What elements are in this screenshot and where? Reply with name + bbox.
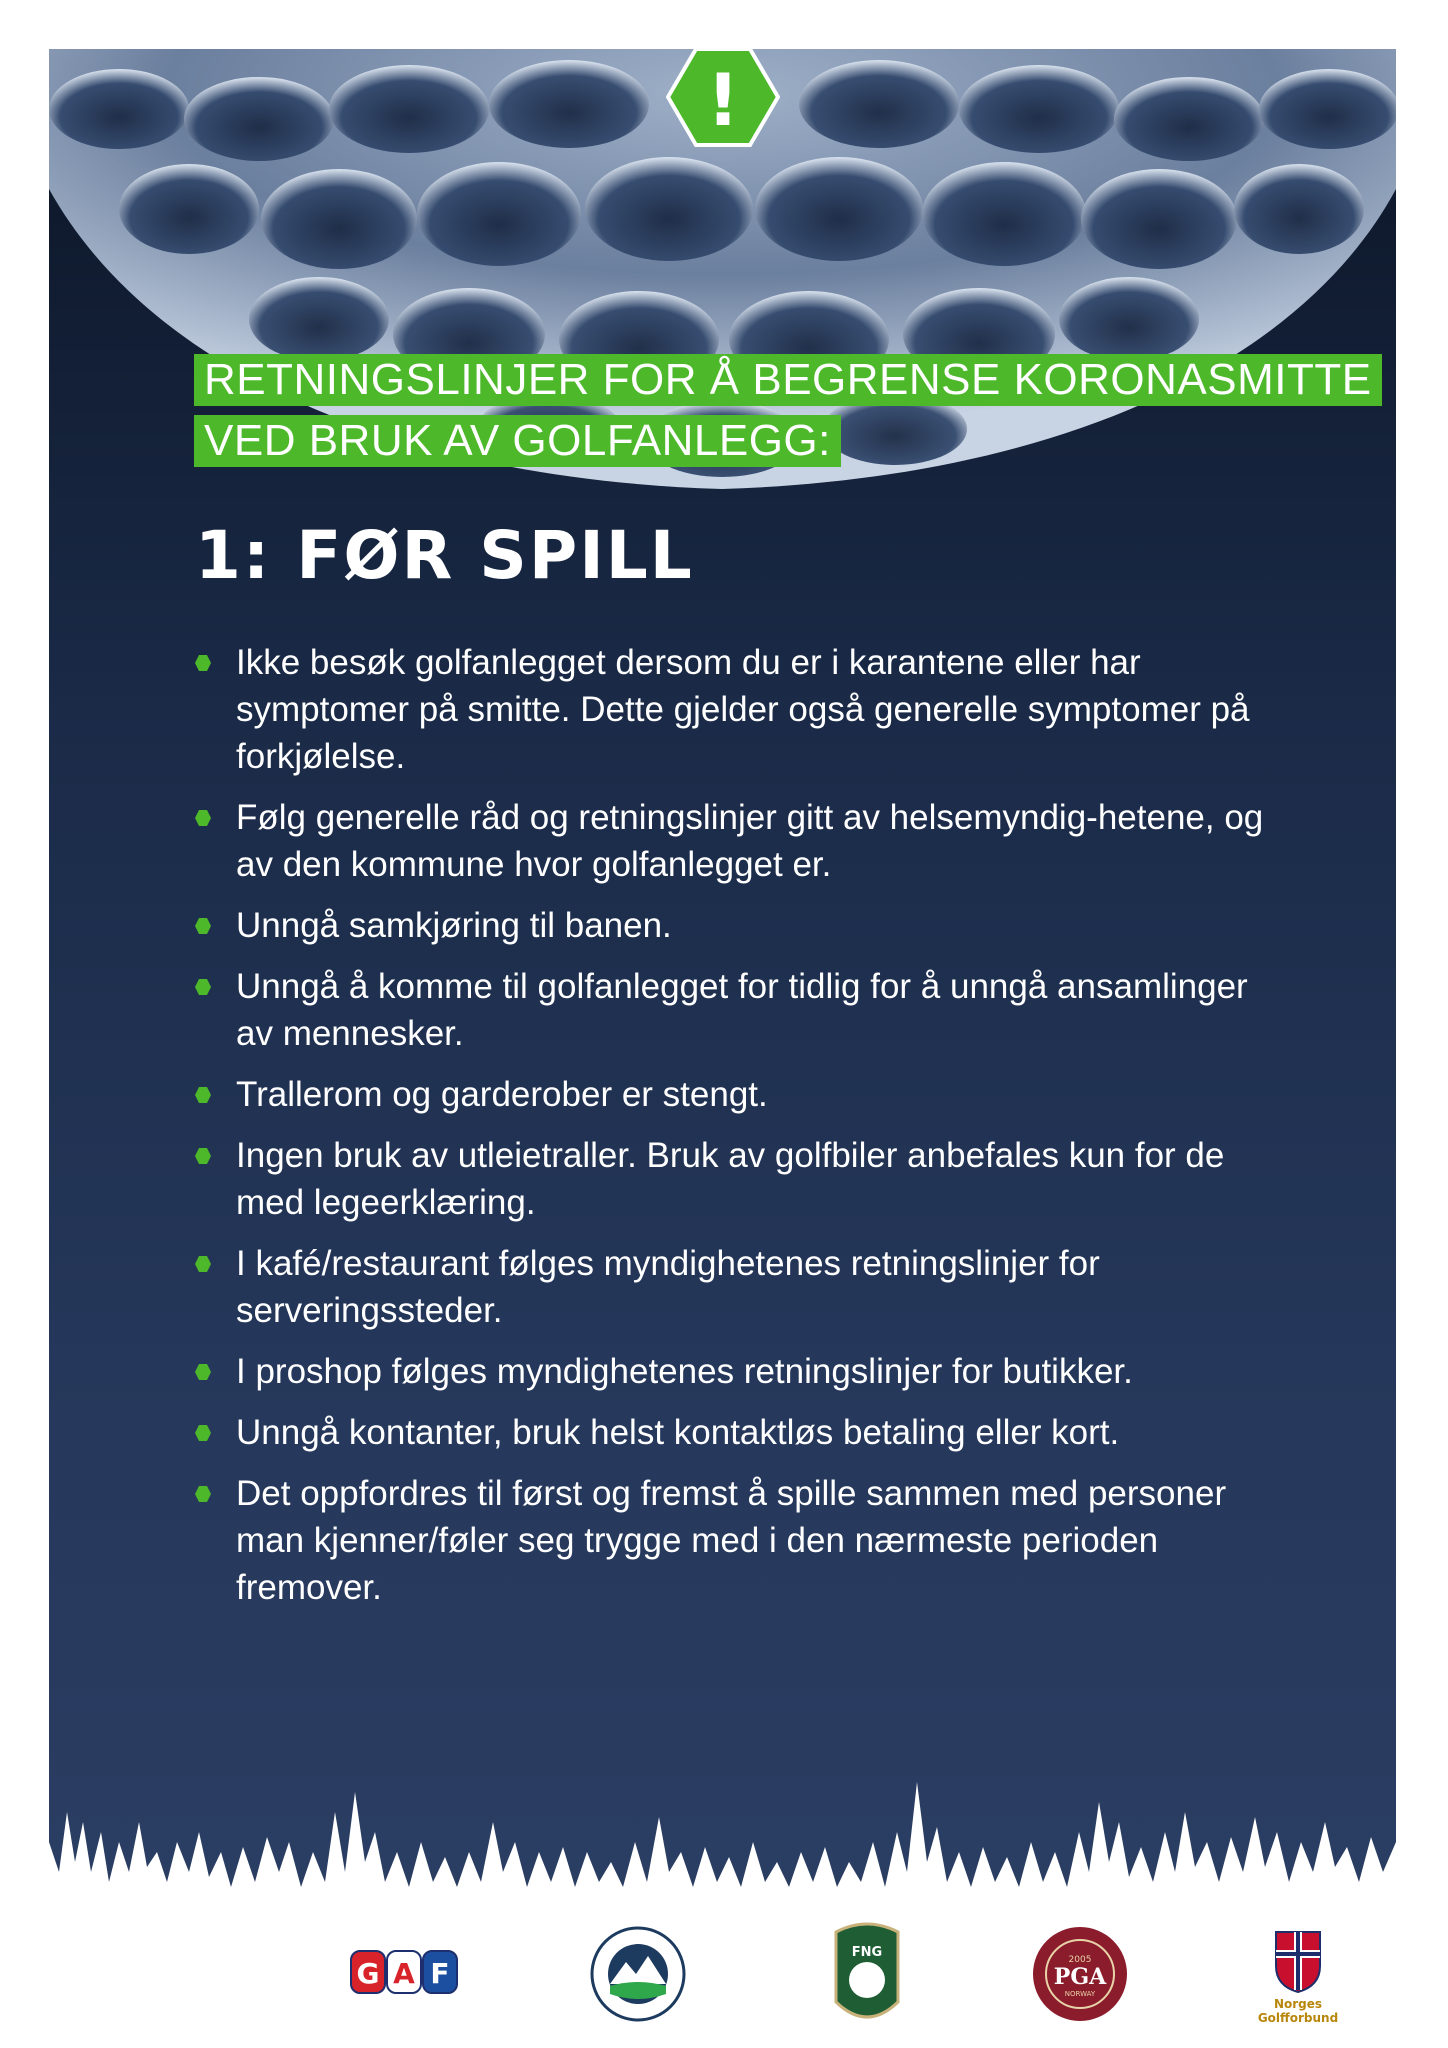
list-item-text: Følg generelle råd og retningslinjer gitt av helsemyndig-hetene, og av den kommune hvor golfanlegget er. bbox=[236, 798, 1264, 884]
fng-logo bbox=[832, 1922, 902, 2026]
norges-golfforbund-logo bbox=[1248, 1928, 1348, 2024]
pga-sub: NORWAY bbox=[1064, 1990, 1096, 1998]
list-item-text: Det oppfordres til først og fremst å spille sammen med personer man kjenner/føler seg trygge med i den nærmeste perioden fremover. bbox=[236, 1474, 1227, 1607]
logo-strip bbox=[0, 1922, 1448, 2048]
list-item bbox=[194, 794, 1274, 888]
ngf-line2: Golfforbund bbox=[1257, 2011, 1339, 2024]
pga-year: 2005 bbox=[1068, 1955, 1092, 1965]
heading-line-2 bbox=[194, 415, 841, 467]
heading-line-2-text: VED BRUK AV GOLFANLEGG: bbox=[194, 415, 841, 467]
poster-panel bbox=[49, 49, 1396, 1922]
bullet-icon bbox=[194, 1086, 212, 1104]
list-item-text: Trallerom og garderober er stengt. bbox=[236, 1075, 768, 1114]
list-item-text: Unngå kontanter, bruk helst kontaktløs betaling eller kort. bbox=[236, 1413, 1120, 1452]
section-title: 1: FØR SPILL bbox=[195, 517, 694, 594]
list-item bbox=[194, 963, 1274, 1057]
bullet-icon bbox=[194, 1485, 212, 1503]
list-item bbox=[194, 1132, 1274, 1226]
list-item bbox=[194, 1071, 1274, 1118]
list-item bbox=[194, 1470, 1274, 1611]
ngf-line1: Norges bbox=[1273, 1997, 1323, 2011]
heading-line-1 bbox=[194, 354, 1382, 406]
list-item-text: Unngå samkjøring til banen. bbox=[236, 906, 672, 945]
grass-silhouette bbox=[49, 1722, 1396, 1922]
gaf-letter-a: A bbox=[393, 1957, 415, 1990]
list-item bbox=[194, 639, 1274, 780]
guideline-list bbox=[194, 639, 1274, 1625]
heading-line-1-text: RETNINGSLINJER FOR Å BEGRENSE KORONASMITTE bbox=[194, 354, 1382, 406]
list-item bbox=[194, 1240, 1274, 1334]
list-item-text: Ingen bruk av utleietraller. Bruk av golfbiler anbefales kun for de med legeerklæring. bbox=[236, 1136, 1225, 1222]
list-item bbox=[194, 1409, 1274, 1456]
list-item-text: I kafé/restaurant følges myndighetenes retningslinjer for serveringssteder. bbox=[236, 1244, 1100, 1330]
list-item-text: Ikke besøk golfanlegget dersom du er i karantene eller har symptomer på smitte. Dette gjelder også generelle symptomer på forkjølelse. bbox=[236, 643, 1250, 776]
list-item-text: Unngå å komme til golfanlegget for tidlig for å unngå ansamlinger av mennesker. bbox=[236, 967, 1248, 1053]
bullet-icon bbox=[194, 1255, 212, 1273]
list-item-text: I proshop følges myndighetenes retningslinjer for butikker. bbox=[236, 1352, 1133, 1391]
warning-icon bbox=[666, 49, 780, 147]
list-item bbox=[194, 902, 1274, 949]
gaf-logo bbox=[350, 1950, 458, 1994]
greenkeeper-association-logo bbox=[588, 1924, 688, 2024]
bullet-icon bbox=[194, 917, 212, 935]
bullet-icon bbox=[194, 654, 212, 672]
gaf-letter-g: G bbox=[356, 1957, 380, 1990]
bullet-icon bbox=[194, 1424, 212, 1442]
bullet-icon bbox=[194, 809, 212, 827]
fng-text: FNG bbox=[851, 1945, 883, 1960]
bullet-icon bbox=[194, 978, 212, 996]
list-item bbox=[194, 1348, 1274, 1395]
bullet-icon bbox=[194, 1147, 212, 1165]
bullet-icon bbox=[194, 1363, 212, 1381]
pga-norway-logo bbox=[1030, 1924, 1130, 2024]
gaf-letter-f: F bbox=[430, 1957, 450, 1990]
pga-text: PGA bbox=[1053, 1964, 1107, 1990]
warning-symbol: ! bbox=[706, 58, 740, 142]
